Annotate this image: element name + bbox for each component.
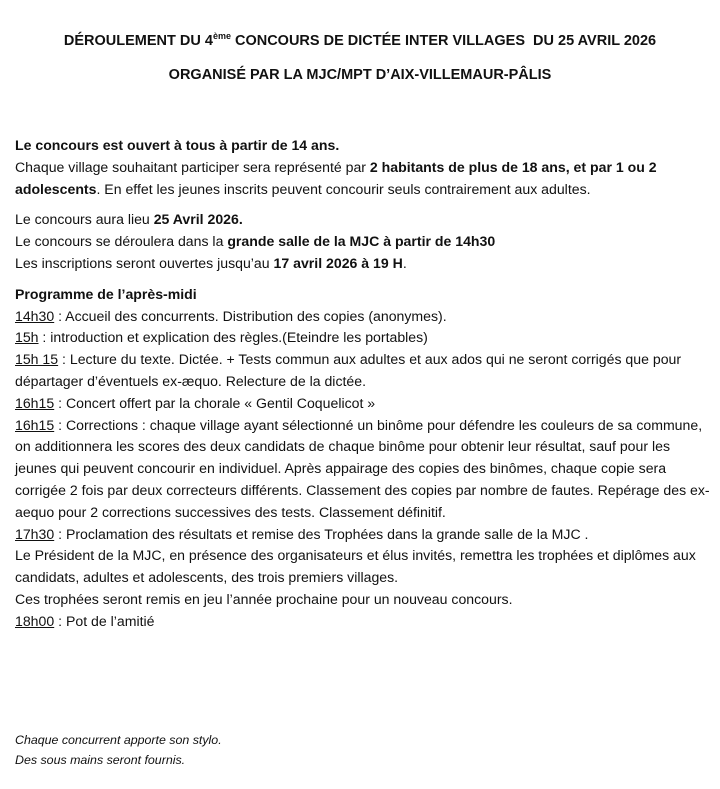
- registration-prefix: Les inscriptions seront ouvertes jusqu’au: [15, 254, 274, 271]
- date-prefix: Le concours aura lieu: [15, 211, 154, 228]
- title-superscript: ème: [212, 31, 231, 41]
- programme-time: 14h30: [15, 307, 55, 324]
- programme-text: : introduction et explication des règles.(Eteindre les portables): [38, 329, 428, 346]
- programme-text: : Accueil des concurrents. Distribution des copies (anonymes).: [54, 307, 447, 324]
- programme-text: : Concert offert par la chorale « Gentil Coquelicot »: [54, 394, 376, 411]
- intro-section: [15, 135, 711, 200]
- footer-notes: [15, 730, 222, 770]
- programme-time: 16h15: [15, 416, 55, 433]
- document-subtitle: ORGANISÉ PAR LA MJC/MPT D’AIX-VILLEMAUR-PÂLIS: [168, 67, 552, 83]
- programme-text: : Pot de l’amitié: [54, 612, 155, 629]
- programme-section: [15, 284, 711, 633]
- document-title: [0, 33, 720, 49]
- age-requirement: Le concours est ouvert à tous à partir de 14 ans.: [15, 137, 340, 153]
- representation-text: Chaque village souhaitant participer sera représenté par: [15, 158, 370, 175]
- programme-time: 15h 15: [15, 351, 59, 368]
- programme-text: : Corrections : chaque village ayant sélectionné un binôme pour défendre les couleurs de sa commune, on additionnera les scores des deux candidats de chaque binôme pour obtenir leur résultat, sauf pour les jeunes qui peuvent concourir en individuel. Après appairage des copies des binômes, chaque copie sera corrigée 2 fois par deux correcteurs différents. Classement des copies par nombre de fautes. Repérage des ex-aequo pour 2 corrections successives des tests. Classement définitif.: [15, 416, 710, 520]
- representation-bold: 2 habitants de plus de 18 ans, et par 1 ou 2 adolescents: [15, 158, 657, 197]
- event-place: grande salle de la MJC à partir de 14h30: [227, 233, 496, 250]
- footer-line: Chaque concurrent apporte son stylo.: [15, 733, 222, 747]
- title-suffix: CONCOURS DE DICTÉE INTER VILLAGES DU 25 AVRIL 2026: [230, 33, 657, 49]
- trophies-line: Ces trophées seront remis en jeu l’année prochaine pour un nouveau concours.: [15, 590, 513, 607]
- programme-time: 18h00: [15, 612, 55, 629]
- event-date: 25 Avril 2026.: [153, 211, 243, 228]
- document-body: [15, 135, 711, 633]
- programme-time: 15h: [15, 329, 39, 346]
- footer-line: Des sous mains seront fournis.: [15, 753, 186, 767]
- president-line: Le Président de la MJC, en présence des organisateurs et élus invités, remettra les trophées et diplômes aux candidats, adultes et adolescents, des trois premiers villages.: [15, 547, 696, 586]
- programme-text: : Lecture du texte. Dictée. + Tests commun aux adultes et aux ados qui ne seront corrigés que pour départager d’éventuels ex-æquo. Relecture de la dictée.: [15, 351, 682, 389]
- programme-time: 16h15: [15, 394, 55, 411]
- details-section: [15, 209, 711, 274]
- programme-heading: Programme de l’après-midi: [15, 285, 197, 302]
- programme-time: 17h30: [15, 525, 55, 542]
- programme-text: : Proclamation des résultats et remise des Trophées dans la grande salle de la MJC .: [54, 525, 589, 542]
- registration-deadline: 17 avril 2026 à 19 H: [273, 254, 403, 271]
- representation-suffix: . En effet les jeunes inscrits peuvent concourir seuls contrairement aux adultes.: [96, 180, 591, 197]
- place-prefix: Le concours se déroulera dans la: [15, 233, 228, 250]
- title-prefix: DÉROULEMENT DU 4: [63, 33, 213, 49]
- registration-suffix: .: [402, 254, 407, 271]
